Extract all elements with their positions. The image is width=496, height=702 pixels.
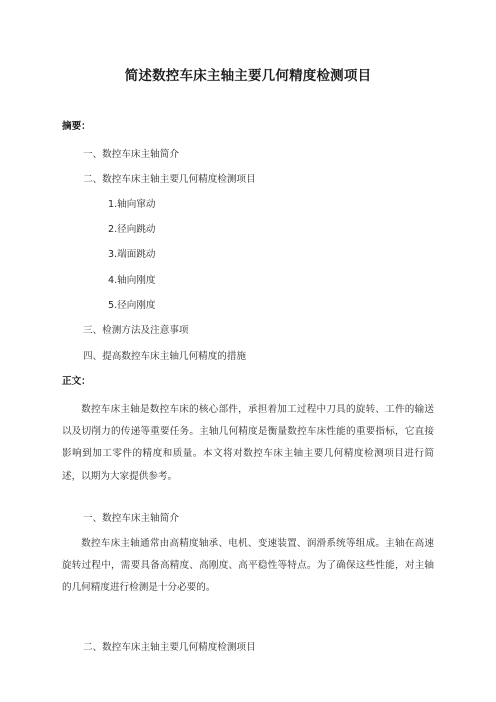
toc-sub-item-4: 4.轴向刚度 bbox=[108, 275, 156, 286]
section-heading-2: 二、数控车床主轴主要几何精度检测项目 bbox=[83, 642, 256, 653]
section-heading-1: 一、数控车床主轴简介 bbox=[83, 513, 179, 524]
paragraph-spindle-intro: 数控车床主轴通常由高精度轴承、电机、变速装置、润滑系统等组成。主轴在高速旋转过程中，需要具备高精度、高刚度、高平稳性等特点。为了确保这些性能，对主轴的几何精度进行检测是十分必要的。 bbox=[62, 538, 434, 594]
toc-item-3: 三、检测方法及注意事项 bbox=[83, 325, 189, 336]
abstract-heading: 摘要： bbox=[62, 121, 91, 132]
document-title: 简述数控车床主轴主要几何精度检测项目 bbox=[124, 68, 372, 84]
toc-item-1: 一、数控车床主轴简介 bbox=[83, 149, 179, 160]
toc-sub-item-1: 1.轴向窜动 bbox=[108, 199, 156, 210]
toc-item-2: 二、数控车床主轴主要几何精度检测项目 bbox=[83, 174, 256, 185]
body-heading: 正文： bbox=[62, 376, 91, 387]
paragraph-intro: 数控车床主轴是数控车床的核心部件，承担着加工过程中刀具的旋转、工件的输送以及切削力的传递等重要任务。主轴几何精度是衡量数控车床性能的重要指标，它直接影响到加工零件的精度和质量。本文将对数控车床主轴主要几何精度检测项目进行简述，以期为大家提供参考。 bbox=[62, 404, 434, 482]
toc-item-4: 四、提高数控车床主轴几何精度的措施 bbox=[83, 351, 247, 362]
toc-sub-item-2: 2.径向跳动 bbox=[108, 224, 156, 235]
toc-sub-item-3: 3.端面跳动 bbox=[108, 249, 156, 260]
toc-sub-item-5: 5.径向刚度 bbox=[108, 300, 156, 311]
